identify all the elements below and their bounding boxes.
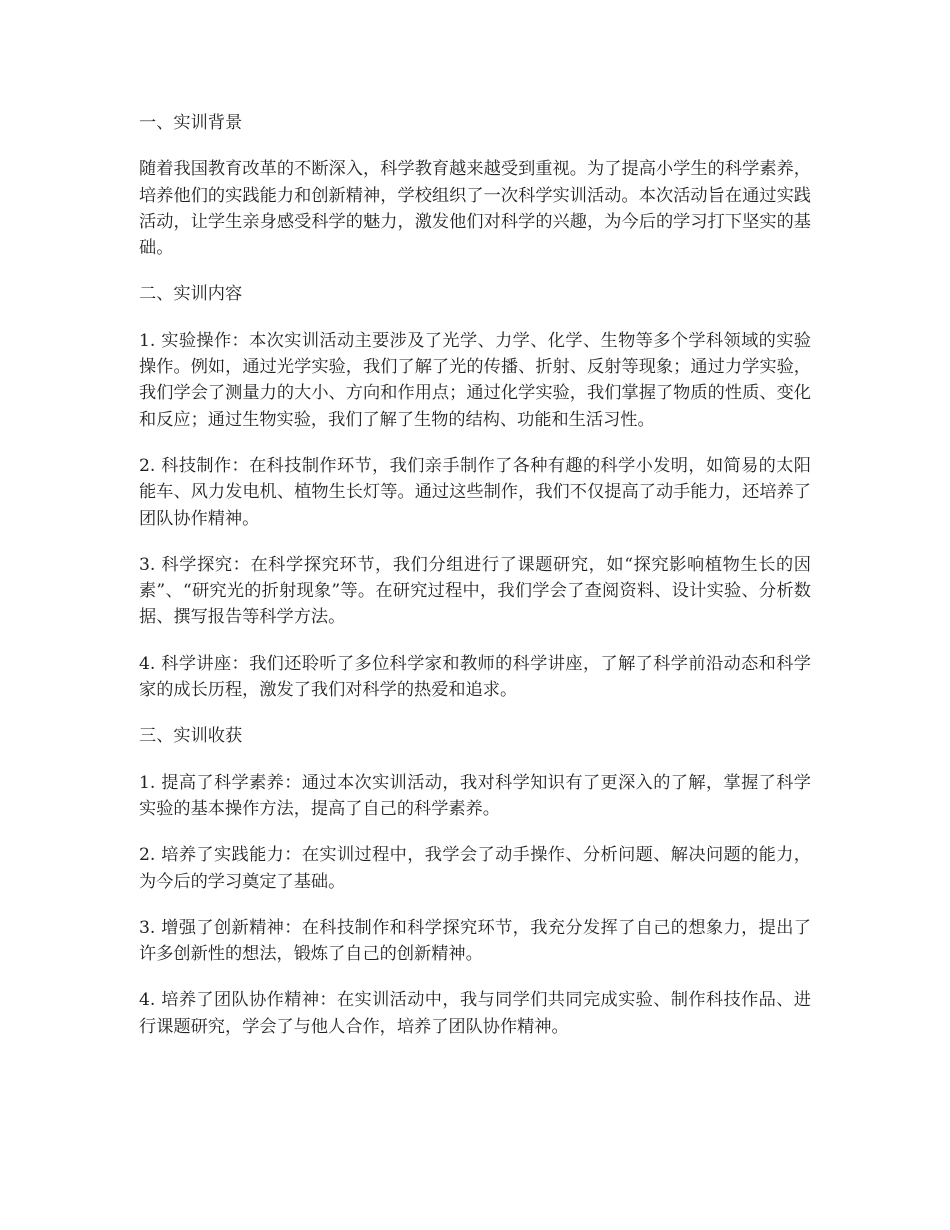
section-gains [139,723,811,1040]
paragraph: 3. 增强了创新精神：在科技制作和科学探究环节，我充分发挥了自己的想象力，提出了许多创新性的想法，锻炼了自己的创新精神。 [139,917,811,965]
paragraph: 2. 培养了实践能力：在实训过程中，我学会了动手操作、分析问题、解决问题的能力，为今后的学习奠定了基础。 [139,845,811,892]
section-heading: 三、实训收获 [139,726,243,747]
paragraph: 3. 科学探究：在科学探究环节，我们分组进行了课题研究，如“探究影响植物生长的因素”、“研究光的折射现象”等。在研究过程中，我们学会了查阅资料、设计实验、分析数据、撰写报告等科学方法。 [139,554,811,628]
paragraph: 4. 科学讲座：我们还聆听了多位科学家和教师的科学讲座，了解了科学前沿动态和科学家的成长历程，激发了我们对科学的热爱和追求。 [139,653,811,701]
section-heading: 一、实训背景 [139,113,243,133]
paragraph: 1. 实验操作：本次实训活动主要涉及了光学、力学、化学、生物等多个学科领域的实验操作。例如，通过光学实验，我们了解了光的传播、折射、反射等现象；通过力学实验，我们学会了测量力的大小、方向和作用点；通过化学实验，我们掌握了物质的性质、变化和反应；通过生物实验，我们了解了生物的结构、功能和生活习性。 [139,330,811,430]
paragraph: 1. 提高了科学素养：通过本次实训活动，我对科学知识有了更深入的了解，掌握了科学实验的基本操作方法，提高了自己的科学素养。 [139,772,811,819]
paragraph: 4. 培养了团队协作精神：在实训活动中，我与同学们共同完成实验、制作科技作品、进行课题研究，学会了与他人合作，培养了团队协作精神。 [139,990,811,1037]
section-heading: 二、实训内容 [139,284,243,305]
section-content [139,281,811,703]
paragraph: 随着我国教育改革的不断深入，科学教育越来越受到重视。为了提高小学生的科学素养，培养他们的实践能力和创新精神，学校组织了一次科学实训活动。本次活动旨在通过实践活动，让学生亲身感受科学的魅力，激发他们对科学的兴趣，为今后的学习打下坚实的基础。 [139,159,811,259]
paragraph: 2. 科技制作：在科技制作环节，我们亲手制作了各种有趣的科学小发明，如简易的太阳能车、风力发电机、植物生长灯等。通过这些制作，我们不仅提高了动手能力，还培养了团队协作精神。 [139,455,811,529]
section-background [139,110,811,261]
